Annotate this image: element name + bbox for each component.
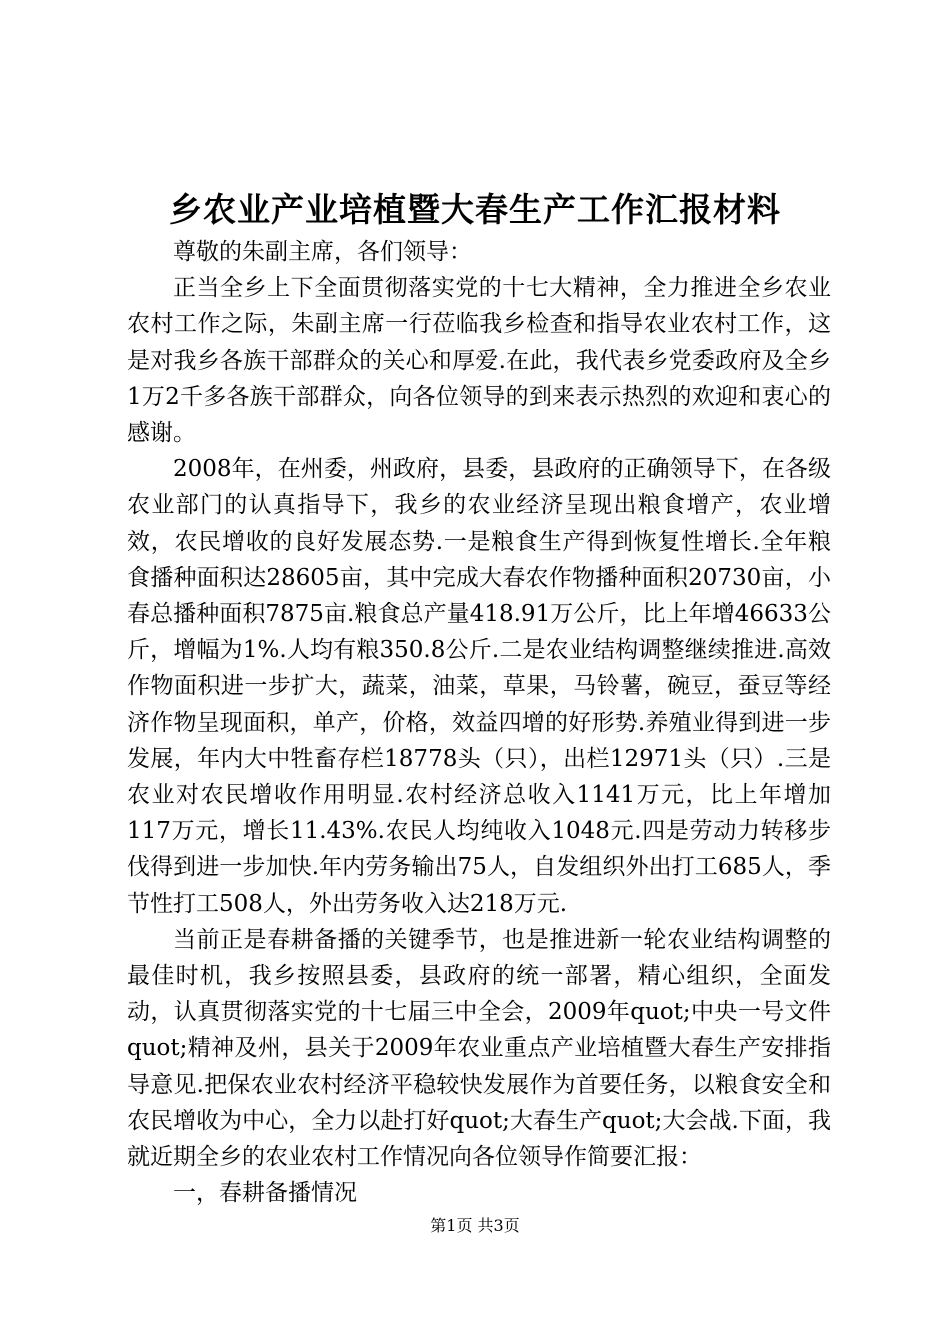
paragraph-2008-summary: 2008年，在州委，州政府，县委，县政府的正确领导下，在各级农业部门的认真指导下，我乡的农业经济呈现出粮食增产，农业增效，农民增收的良好发展态势.一是粮食生产得到恢复性增长.全年粮食播种面积达28605亩，其中完成大春农作物播种面积20730亩，小春总播种面积7875亩.粮食总产量418.91万公斤，比上年增46633公斤，增幅为1%.人均有粮350.8公斤.二是农业结构调整继续推进.高效作物面积进一步扩大，蔬菜，油菜，草果，马铃薯，碗豆，蚕豆等经济作物呈现面积，单产，价格，效益四增的好形势.养殖业得到进一步发展，年内大中牲畜存栏18778头（只），出栏12971头（只）.三是农业对农民增收作用明显.农村经济总收入1141万元，比上年增加117万元，增长11.43%.农民人均纯收入1048元.四是劳动力转移步伐得到进一步加快.年内劳务输出75人，自发组织外出打工685人，季节性打工508人，外出劳务收入达218万元. xyxy=(127,456,831,917)
page-footer: 第1页 共3页 xyxy=(430,1216,520,1235)
document-body xyxy=(127,234,831,1211)
salutation: 尊敬的朱副主席，各们领导： xyxy=(173,239,472,265)
paragraph-welcome: 正当全乡上下全面贯彻落实党的十七大精神，全力推进全乡农业农村工作之际，朱副主席一行莅临我乡检查和指导农业农村工作，这是对我乡各族干部群众的关心和厚爱.在此，我代表乡党委政府及全乡1万2千多各族干部群众，向各位领导的到来表示热烈的欢迎和衷心的感谢。 xyxy=(127,275,831,447)
document-title: 乡农业产业培植暨大春生产工作汇报材料 xyxy=(169,190,781,229)
section-heading: 一，春耕备播情况 xyxy=(173,1180,357,1207)
paragraph-spring-planting: 当前正是春耕备播的关键季节，也是推进新一轮农业结构调整的最佳时机，我乡按照县委，县政府的统一部署，精心组织，全面发动，认真贯彻落实党的十七届三中全会，2009年quot;中央一号文件quot;精神及州，县关于2009年农业重点产业培植暨大春生产安排指导意见.把保农业农村经济平稳较快发展作为首要任务，以粮食安全和农民增收为中心，全力以赴打好quot;大春生产quot;大会战.下面，我就近期全乡的农业农村工作情况向各位领导作简要汇报： xyxy=(127,926,831,1171)
